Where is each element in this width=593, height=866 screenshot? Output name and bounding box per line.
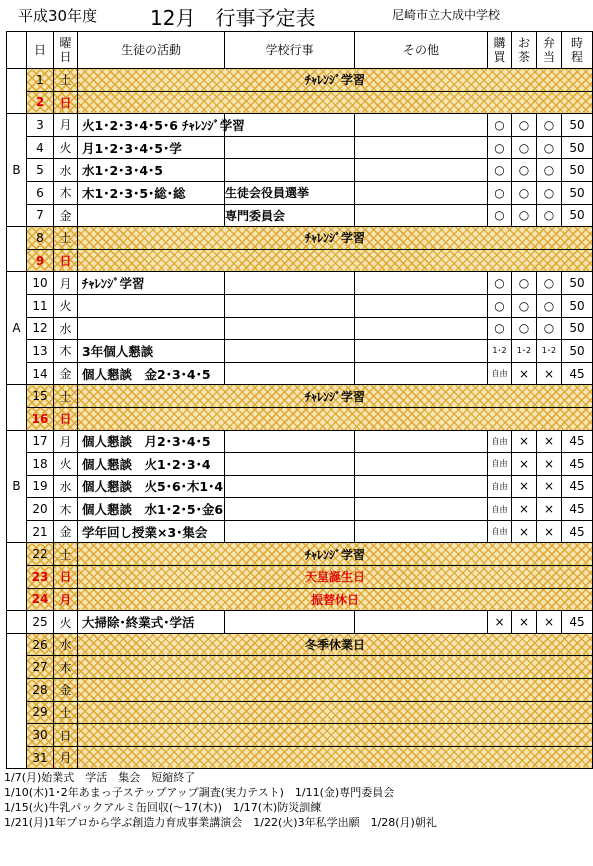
- holiday-note: ﾁｬﾚﾝｼﾞ学習: [78, 543, 593, 566]
- table-row: [7, 498, 593, 521]
- table-row: [7, 701, 593, 724]
- holiday-note: ﾁｬﾚﾝｼﾞ学習: [78, 69, 593, 92]
- tea-cell: ×: [512, 475, 537, 498]
- weekday-cell: 水: [54, 475, 78, 498]
- buy-cell: ○: [488, 272, 512, 295]
- weekday-cell: 月: [54, 588, 78, 611]
- activity-cell: 月1･2･3･4･5･学: [78, 136, 225, 159]
- tea-cell: ×: [512, 453, 537, 476]
- note-line: 1/10(木)1･2年あまっ子ステップアップ調査(実力テスト) 1/11(金)専門委員会: [4, 786, 395, 799]
- other-header: その他: [355, 32, 488, 69]
- tea-header: お 茶: [512, 32, 537, 69]
- weekday-cell: 木: [54, 181, 78, 204]
- table-row: [7, 227, 593, 250]
- holiday-note: [78, 724, 593, 747]
- school-event-cell: [225, 430, 355, 453]
- period-cell: 50: [562, 181, 593, 204]
- weekday-cell: 月: [54, 272, 78, 295]
- table-row: [7, 566, 593, 589]
- week-group-cell: [7, 611, 27, 634]
- day-cell: 9: [27, 249, 54, 272]
- week-group-cell: [7, 69, 27, 114]
- period-cell: 45: [562, 430, 593, 453]
- activity-cell: 個人懇談 火5･6･木1･4: [78, 475, 225, 498]
- activity-cell: [78, 204, 225, 227]
- period-cell: 50: [562, 114, 593, 137]
- other-cell: [355, 430, 488, 453]
- buy-cell: ○: [488, 114, 512, 137]
- page-header: [0, 0, 576, 30]
- period-cell: 45: [562, 498, 593, 521]
- weekday-cell: 土: [54, 227, 78, 250]
- day-cell: 28: [27, 679, 54, 702]
- table-row: [7, 340, 593, 363]
- table-row: [7, 114, 593, 137]
- holiday-note: [78, 407, 593, 430]
- other-cell: [355, 114, 488, 137]
- table-row: [7, 679, 593, 702]
- lunch-cell: ○: [537, 114, 562, 137]
- activity-cell: 個人懇談 月2･3･4･5: [78, 430, 225, 453]
- day-cell: 17: [27, 430, 54, 453]
- school-event-cell: [225, 611, 355, 634]
- period-cell: 50: [562, 272, 593, 295]
- holiday-note: [78, 746, 593, 769]
- other-cell: [355, 520, 488, 543]
- buy-cell: ○: [488, 181, 512, 204]
- day-cell: 31: [27, 746, 54, 769]
- lunch-cell: ○: [537, 272, 562, 295]
- other-cell: [355, 362, 488, 385]
- table-row: [7, 385, 593, 408]
- table-row: [7, 611, 593, 634]
- holiday-note: [78, 679, 593, 702]
- table-row: [7, 407, 593, 430]
- lunch-cell: ○: [537, 181, 562, 204]
- day-cell: 5: [27, 159, 54, 182]
- other-cell: [355, 136, 488, 159]
- other-cell: [355, 340, 488, 363]
- buy-cell: 自由: [488, 362, 512, 385]
- tea-cell: ○: [512, 294, 537, 317]
- table-row: [7, 475, 593, 498]
- buy-cell: 自由: [488, 430, 512, 453]
- school-event-cell: 専門委員会: [225, 204, 355, 227]
- buy-cell: ○: [488, 159, 512, 182]
- day-cell: 24: [27, 588, 54, 611]
- day-cell: 16: [27, 407, 54, 430]
- buy-cell: ○: [488, 136, 512, 159]
- lunch-cell: 1･2: [537, 340, 562, 363]
- weekday-cell: 日: [54, 407, 78, 430]
- note-line: 1/21(月)1年プロから学ぶ創造力育成事業講演会 1/22(火)3年私学出願 1/28(月)朝礼: [4, 816, 437, 829]
- lunch-cell: ○: [537, 136, 562, 159]
- day-cell: 12: [27, 317, 54, 340]
- weekday-cell: 火: [54, 453, 78, 476]
- lunch-header: 弁 当: [537, 32, 562, 69]
- day-cell: 15: [27, 385, 54, 408]
- school-event-cell: [225, 520, 355, 543]
- buy-cell: ○: [488, 204, 512, 227]
- day-cell: 21: [27, 520, 54, 543]
- day-cell: 3: [27, 114, 54, 137]
- table-row: [7, 633, 593, 656]
- school-name: 尼崎市立大成中学校: [392, 8, 501, 22]
- weekday-cell: 月: [54, 430, 78, 453]
- weekday-cell: 水: [54, 317, 78, 340]
- school-event-cell: [225, 498, 355, 521]
- other-cell: [355, 453, 488, 476]
- lunch-cell: ×: [537, 520, 562, 543]
- school-event-cell: [225, 136, 355, 159]
- day-cell: 8: [27, 227, 54, 250]
- table-row: [7, 588, 593, 611]
- day-cell: 30: [27, 724, 54, 747]
- table-row: [7, 272, 593, 295]
- table-row: [7, 362, 593, 385]
- school-event-cell: [225, 340, 355, 363]
- activity-cell: [78, 317, 225, 340]
- holiday-note: ﾁｬﾚﾝｼﾞ学習: [78, 227, 593, 250]
- note-line: 1/7(月)始業式 学活 集会 短縮終了: [4, 771, 196, 784]
- table-row: [7, 746, 593, 769]
- period-cell: 50: [562, 159, 593, 182]
- day-cell: 27: [27, 656, 54, 679]
- schedule-table: [6, 31, 593, 769]
- week-group-cell: [7, 385, 27, 430]
- day-cell: 7: [27, 204, 54, 227]
- school-event-cell: [225, 272, 355, 295]
- weekday-cell: 月: [54, 746, 78, 769]
- tea-cell: ×: [512, 498, 537, 521]
- lunch-cell: ○: [537, 317, 562, 340]
- day-cell: 26: [27, 633, 54, 656]
- tea-cell: ○: [512, 204, 537, 227]
- tea-cell: ×: [512, 611, 537, 634]
- activity-cell: 学年回し授業×3･集会: [78, 520, 225, 543]
- school-event-cell: [225, 362, 355, 385]
- weekday-cell: 土: [54, 543, 78, 566]
- table-row: [7, 520, 593, 543]
- lunch-cell: ○: [537, 294, 562, 317]
- weekday-cell: 水: [54, 633, 78, 656]
- school-event-cell: [225, 294, 355, 317]
- page-title: 12月 行事予定表: [150, 6, 316, 30]
- period-cell: 45: [562, 520, 593, 543]
- table-row: [7, 543, 593, 566]
- table-row: [7, 430, 593, 453]
- holiday-note: 振替休日: [78, 588, 593, 611]
- weekday-cell: 金: [54, 362, 78, 385]
- tea-cell: ×: [512, 430, 537, 453]
- day-cell: 25: [27, 611, 54, 634]
- weekday-header: 曜 日: [54, 32, 78, 69]
- period-cell: 50: [562, 340, 593, 363]
- tea-cell: ×: [512, 362, 537, 385]
- school-events-header: 学校行事: [225, 32, 355, 69]
- day-cell: 18: [27, 453, 54, 476]
- week-group-cell: [7, 227, 27, 272]
- week-group-cell: A: [7, 272, 27, 385]
- weekday-cell: 金: [54, 204, 78, 227]
- buy-cell: 自由: [488, 520, 512, 543]
- period-cell: 50: [562, 136, 593, 159]
- schedule-body: [7, 69, 593, 769]
- tea-cell: ○: [512, 159, 537, 182]
- weekday-cell: 木: [54, 498, 78, 521]
- week-group-cell: [7, 633, 27, 769]
- weekday-cell: 水: [54, 159, 78, 182]
- week-group-cell: B: [7, 430, 27, 543]
- table-row: [7, 91, 593, 114]
- other-cell: [355, 272, 488, 295]
- other-cell: [355, 498, 488, 521]
- period-cell: 50: [562, 204, 593, 227]
- table-row: [7, 69, 593, 92]
- lunch-cell: ×: [537, 430, 562, 453]
- table-row: [7, 136, 593, 159]
- other-cell: [355, 159, 488, 182]
- activity-cell: 大掃除･終業式･学活: [78, 611, 225, 634]
- period-cell: 50: [562, 294, 593, 317]
- activity-cell: 個人懇談 水1･2･5･金6: [78, 498, 225, 521]
- weekday-cell: 木: [54, 656, 78, 679]
- weekday-cell: 土: [54, 385, 78, 408]
- table-row: [7, 317, 593, 340]
- buy-cell: ×: [488, 611, 512, 634]
- day-cell: 1: [27, 69, 54, 92]
- activity-cell: 水1･2･3･4･5: [78, 159, 225, 182]
- weekday-cell: 金: [54, 520, 78, 543]
- school-event-cell: 生徒会役員選挙: [225, 181, 355, 204]
- weekday-cell: 日: [54, 566, 78, 589]
- activity-cell: ﾁｬﾚﾝｼﾞ学習: [78, 272, 225, 295]
- activity-cell: [78, 294, 225, 317]
- lunch-cell: ×: [537, 362, 562, 385]
- weekday-cell: 日: [54, 91, 78, 114]
- buy-cell: ○: [488, 317, 512, 340]
- week-group-cell: B: [7, 114, 27, 227]
- tea-cell: ○: [512, 114, 537, 137]
- school-event-cell: [225, 317, 355, 340]
- holiday-note: 天皇誕生日: [78, 566, 593, 589]
- period-cell: 45: [562, 453, 593, 476]
- day-cell: 29: [27, 701, 54, 724]
- day-header: 日: [27, 32, 54, 69]
- lunch-cell: ○: [537, 159, 562, 182]
- weekday-cell: 土: [54, 69, 78, 92]
- holiday-note: [78, 91, 593, 114]
- weekday-cell: 金: [54, 679, 78, 702]
- lunch-cell: ×: [537, 475, 562, 498]
- weekday-cell: 木: [54, 340, 78, 363]
- activity-cell: 3年個人懇談: [78, 340, 225, 363]
- holiday-note: ﾁｬﾚﾝｼﾞ学習: [78, 385, 593, 408]
- weekday-cell: 土: [54, 701, 78, 724]
- school-event-cell: [225, 453, 355, 476]
- other-cell: [355, 181, 488, 204]
- period-header: 時 程: [562, 32, 593, 69]
- tea-cell: ○: [512, 272, 537, 295]
- activities-header: 生徒の活動: [78, 32, 225, 69]
- day-cell: 20: [27, 498, 54, 521]
- tea-cell: ○: [512, 181, 537, 204]
- note-line: 1/15(火)牛乳パックアルミ缶回収(～17(木)) 1/17(木)防災訓練: [4, 801, 322, 814]
- table-row: [7, 724, 593, 747]
- other-cell: [355, 317, 488, 340]
- period-cell: 45: [562, 362, 593, 385]
- table-row: [7, 656, 593, 679]
- other-cell: [355, 611, 488, 634]
- buy-cell: 自由: [488, 475, 512, 498]
- era-label: 平成30年度: [18, 7, 98, 25]
- buy-header: 購 買: [488, 32, 512, 69]
- lunch-cell: ×: [537, 453, 562, 476]
- day-cell: 14: [27, 362, 54, 385]
- tea-cell: ○: [512, 136, 537, 159]
- table-row: [7, 181, 593, 204]
- holiday-note: [78, 656, 593, 679]
- activity-cell: 個人懇談 火1･2･3･4: [78, 453, 225, 476]
- table-row: [7, 249, 593, 272]
- table-row: [7, 159, 593, 182]
- activity-cell: 火1･2･3･4･5･6 ﾁｬﾚﾝｼﾞ学習: [78, 114, 225, 137]
- other-cell: [355, 204, 488, 227]
- weekday-cell: 火: [54, 294, 78, 317]
- weekday-cell: 日: [54, 249, 78, 272]
- day-cell: 4: [27, 136, 54, 159]
- activity-cell: 木1･2･3･5･総･総: [78, 181, 225, 204]
- day-cell: 23: [27, 566, 54, 589]
- tea-cell: 1･2: [512, 340, 537, 363]
- weekday-cell: 火: [54, 136, 78, 159]
- period-cell: 50: [562, 317, 593, 340]
- notes: [4, 770, 574, 830]
- tea-cell: ×: [512, 520, 537, 543]
- weekday-cell: 月: [54, 114, 78, 137]
- weekday-cell: 日: [54, 724, 78, 747]
- day-cell: 10: [27, 272, 54, 295]
- lunch-cell: ×: [537, 611, 562, 634]
- holiday-note: [78, 701, 593, 724]
- lunch-cell: ×: [537, 498, 562, 521]
- buy-cell: 自由: [488, 453, 512, 476]
- day-cell: 2: [27, 91, 54, 114]
- holiday-note: 冬季休業日: [78, 633, 593, 656]
- other-cell: [355, 294, 488, 317]
- holiday-note: [78, 249, 593, 272]
- table-row: [7, 453, 593, 476]
- table-row: [7, 294, 593, 317]
- school-event-cell: [225, 475, 355, 498]
- table-row: [7, 204, 593, 227]
- day-cell: 6: [27, 181, 54, 204]
- other-cell: [355, 475, 488, 498]
- school-event-cell: [225, 159, 355, 182]
- tea-cell: ○: [512, 317, 537, 340]
- buy-cell: ○: [488, 294, 512, 317]
- buy-cell: 自由: [488, 498, 512, 521]
- lunch-cell: ○: [537, 204, 562, 227]
- weekday-cell: 火: [54, 611, 78, 634]
- buy-cell: 1･2: [488, 340, 512, 363]
- activity-cell: 個人懇談 金2･3･4･5: [78, 362, 225, 385]
- period-cell: 45: [562, 475, 593, 498]
- week-group-cell: [7, 543, 27, 611]
- day-cell: 13: [27, 340, 54, 363]
- table-header-row: [7, 32, 593, 69]
- day-cell: 22: [27, 543, 54, 566]
- period-cell: 45: [562, 611, 593, 634]
- day-cell: 11: [27, 294, 54, 317]
- day-cell: 19: [27, 475, 54, 498]
- week-group-header: [7, 32, 27, 69]
